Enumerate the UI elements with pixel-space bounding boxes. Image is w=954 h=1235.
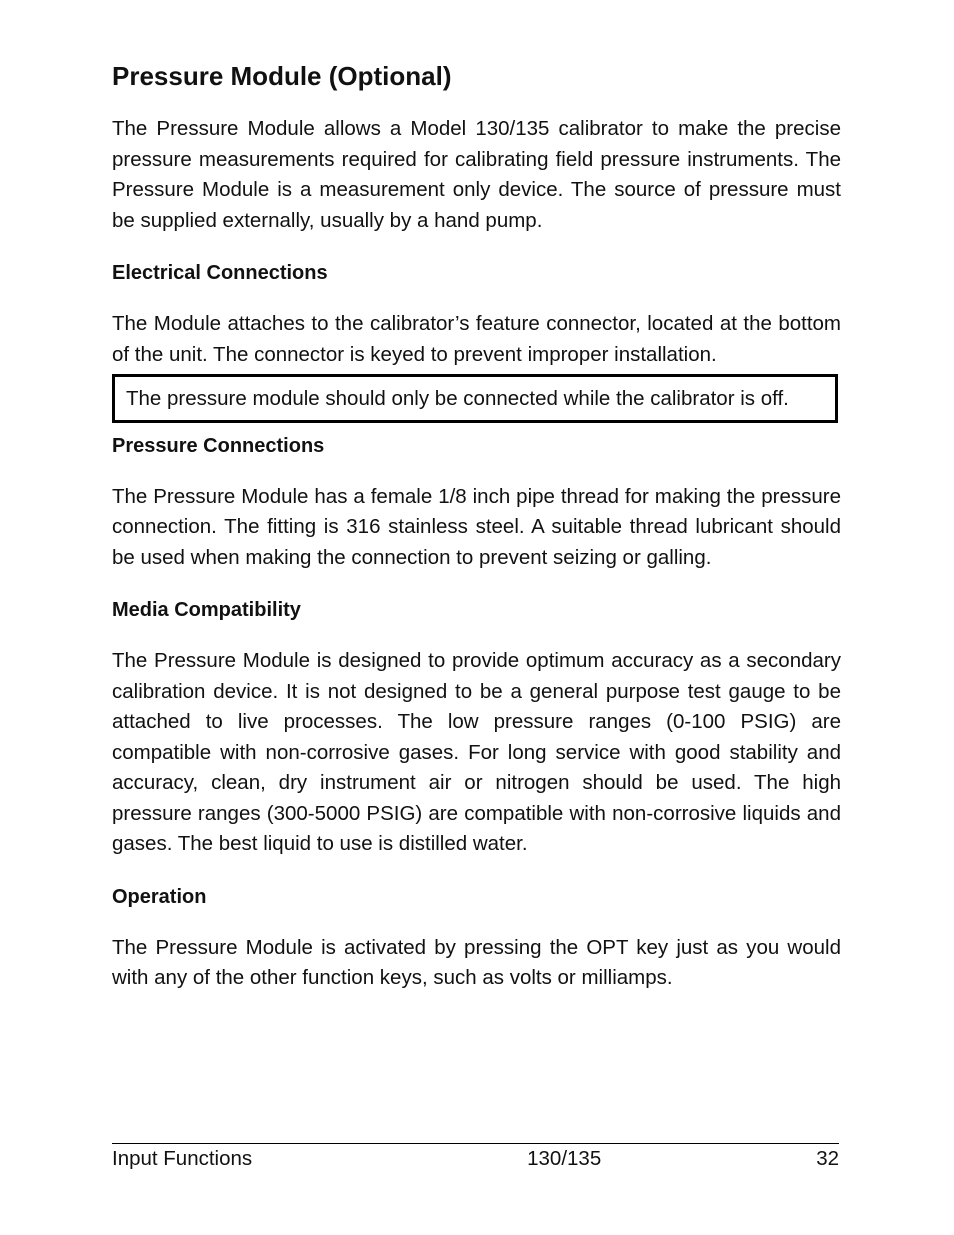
section-body-electrical: The Module attaches to the calibrator’s feature connector, located at the bottom of the unit. The connector is keyed to prevent improper installation. <box>112 312 841 366</box>
section-body-media: The Pressure Module is designed to provide optimum accuracy as a secondary calibration device. It is not designed to be a general purpose test gauge to be attached to live processes. The low pressure ranges (0-100 PSIG) are compatible with non-corrosive gases. For long service with good stability and accuracy, clean, dry instrument air or nitrogen should be used. The high pressure ranges (300-5000 PSIG) are compatible with non-corrosive liquids and gases. The best liquid to use is distilled water. <box>112 649 841 855</box>
section-heading-electrical: Electrical Connections <box>112 262 328 284</box>
notice-text: The pressure module should only be connected while the calibrator is off. <box>126 387 789 410</box>
section-heading-media: Media Compatibility <box>112 599 301 621</box>
notice-box <box>112 374 838 423</box>
intro-paragraph: The Pressure Module allows a Model 130/135 calibrator to make the precise pressure measurements required for calibrating field pressure instruments. The Pressure Module is a measurement only device. The source of pressure must be supplied externally, usually by a hand pump. <box>112 117 841 232</box>
page-title: Pressure Module (Optional) <box>112 61 452 91</box>
page-number: 32 <box>816 1147 839 1170</box>
section-heading-pressure: Pressure Connections <box>112 434 325 457</box>
section-heading-operation: Operation <box>112 885 207 908</box>
page-footer <box>112 1143 839 1174</box>
footer-chapter: Input Functions <box>112 1147 253 1170</box>
section-body-operation: The Pressure Module is activated by pressing the OPT key just as you would with any of the other function keys, such as volts or milliamps. <box>112 935 841 989</box>
page-content <box>112 56 841 994</box>
section-body-pressure: The Pressure Module has a female 1/8 inch pipe thread for making the pressure connection. The fitting is 316 stainless steel. A suitable thread lubricant should be used when making the connection to prevent seizing or galling. <box>112 484 841 569</box>
footer-model: 130/135 <box>527 1147 602 1170</box>
